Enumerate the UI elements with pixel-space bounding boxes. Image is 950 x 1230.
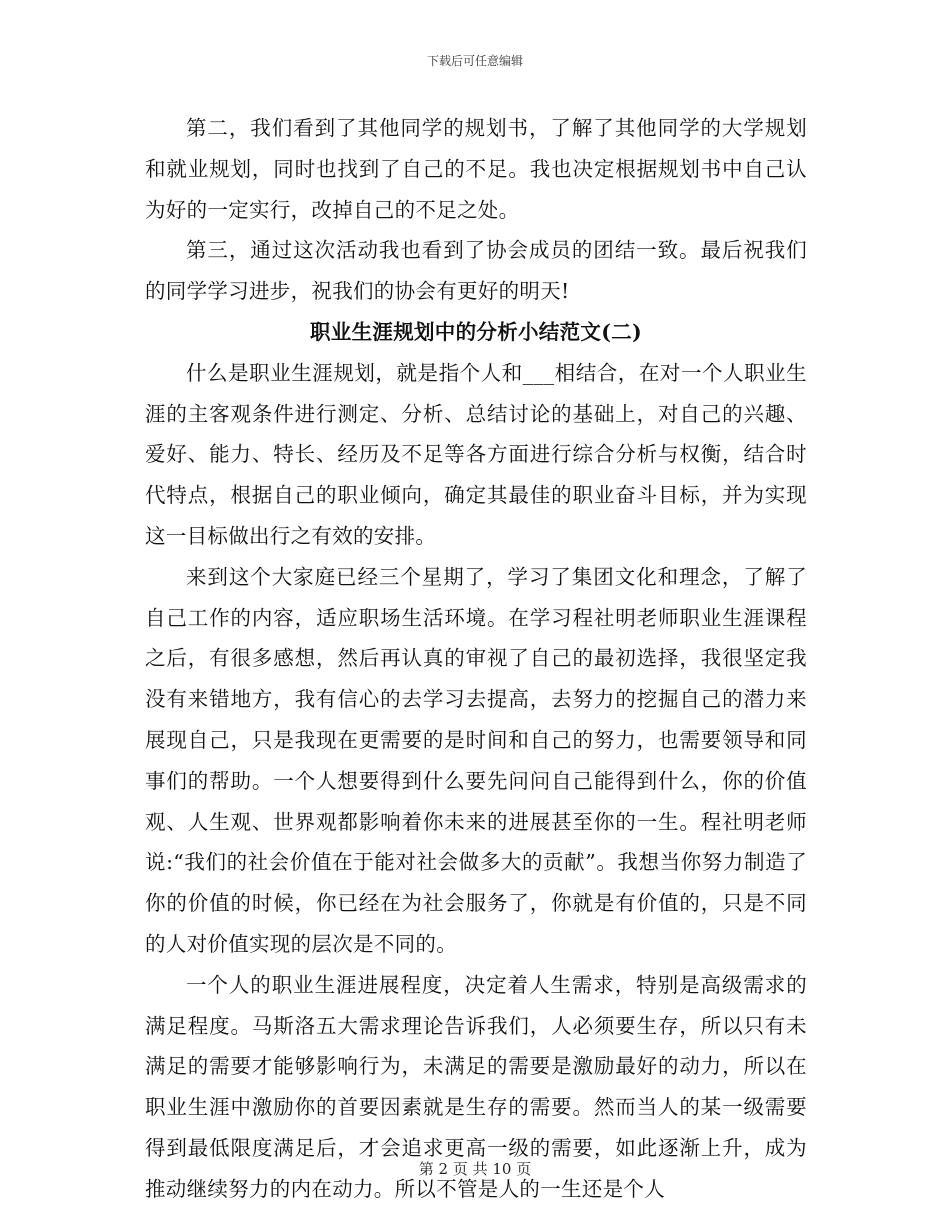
paragraph-2: 第三，通过这次活动我也看到了协会成员的团结一致。最后祝我们的同学学习进步，祝我们的协会有更好的明天! <box>145 238 807 304</box>
paragraph-4: 来到这个大家庭已经三个星期了，学习了集团文化和理念，了解了自己工作的内容，适应职场生活环境。在学习程社明老师职业生涯课程之后，有很多感想，然后再认真的审视了自己的最初选择，我很坚定我没有来错地方，我有信心的去学习去提高，去努力的挖掘自己的潜力来展现自己，只是我现在更需要的是时间和自己的努力，也需要领导和同事们的帮助。一个人想要得到什么要先问问自己能得到什么，你的价值观、人生观、世界观都影响着你未来的进展甚至你的一生。程社明老师说:“我们的社会价值在于能对社会做多大的贡献”。我想当你努力制造了你的价值的时候，你已经在为社会服务了，你就是有价值的，只是不同的人对价值实现的层次是不同的。 <box>145 564 807 956</box>
document-body <box>145 108 807 1210</box>
paragraph-3: 什么是职业生涯规划，就是指个人和___相结合，在对一个人职业生涯的主客观条件进行测定、分析、总结讨论的基础上，对自己的兴趣、爱好、能力、特长、经历及不足等各方面进行综合分析与权衡，结合时代特点，根据自己的职业倾向，确定其最佳的职业奋斗目标，并为实现这一目标做出行之有效的安排。 <box>145 360 807 548</box>
page-number: 第 2 页 共 10 页 <box>418 1160 532 1178</box>
paragraph-5: 一个人的职业生涯进展程度，决定着人生需求，特别是高级需求的满足程度。马斯洛五大需求理论告诉我们，人必须要生存，所以只有未满足的需要才能够影响行为，未满足的需要是激励最好的动力，所以在职业生涯中激励你的首要因素就是生存的需要。然而当人的某一级需要得到最低限度满足后，才会追求更高一级的需要，如此逐渐上升，成为推动继续努力的内在动力。所以不管是人的一生还是个人 <box>145 972 807 1201</box>
page-header: 下载后可任意编辑 <box>426 54 523 68</box>
paragraph-1: 第二，我们看到了其他同学的规划书，了解了其他同学的大学规划和就业规划，同时也找到了自己的不足。我也决定根据规划书中自己认为好的一定实行，改掉自己的不足之处。 <box>145 116 807 222</box>
section-heading: 职业生涯规划中的分析小结范文(二) <box>310 319 642 344</box>
